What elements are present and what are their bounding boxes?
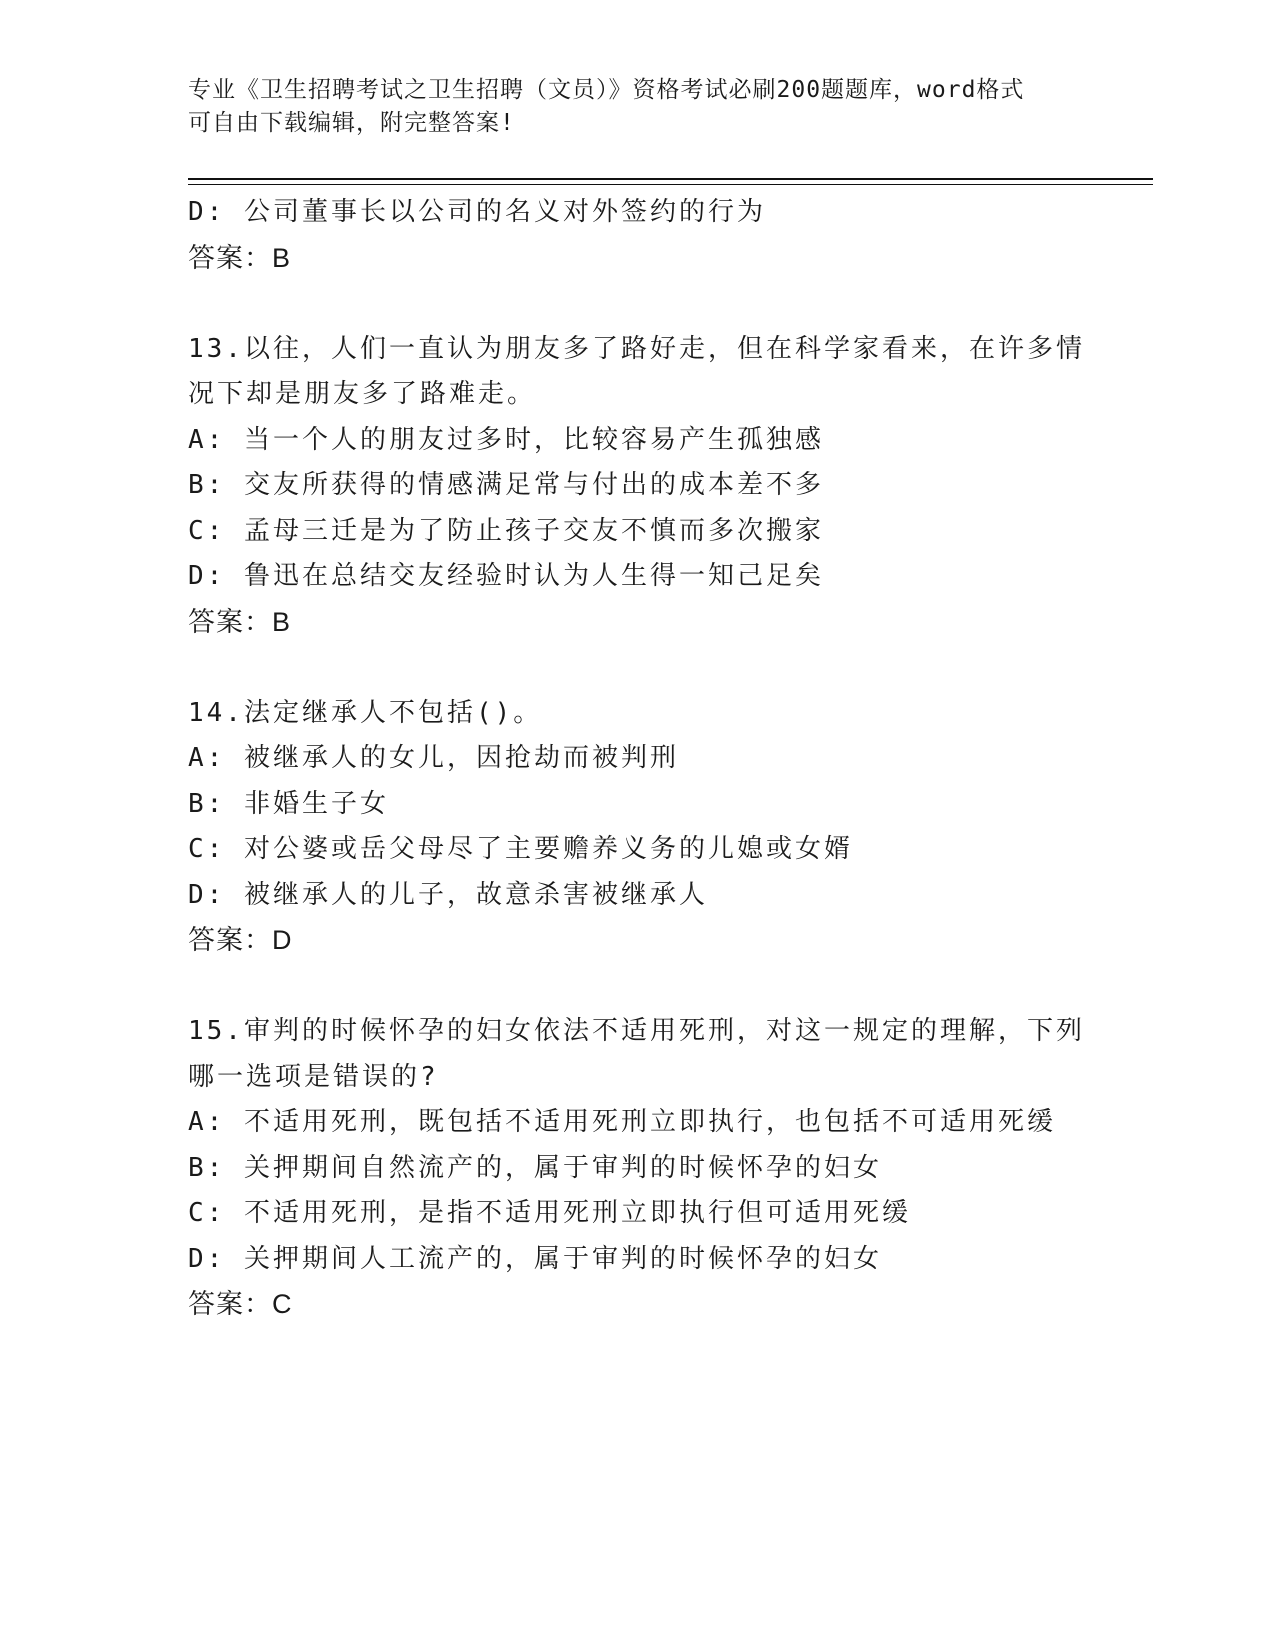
spacer: [188, 281, 1088, 327]
question-15: [188, 1009, 1088, 1328]
previous-question-tail: [188, 190, 1088, 281]
spacer: [188, 645, 1088, 691]
option-a: A: 被继承人的女儿，因抢劫而被判刑: [188, 743, 679, 773]
option-c: C: 不适用死刑，是指不适用死刑立即执行但可适用死缓: [188, 1198, 911, 1228]
header-rule-thick: [188, 178, 1153, 180]
answer-line: 答案：C: [188, 1289, 293, 1319]
question-14: [188, 691, 1088, 964]
option-d: D: 鲁迅在总结交友经验时认为人生得一知己足矣: [188, 561, 824, 591]
document-header: [188, 74, 1088, 140]
option-b: B: 非婚生子女: [188, 788, 389, 819]
option-c: C: 对公婆或岳父母尽了主要赡养义务的儿媳或女婿: [188, 834, 853, 864]
answer-line: 答案：D: [188, 925, 293, 955]
question-stem-continued: 哪一选项是错误的?: [188, 1061, 439, 1092]
question-13: [188, 327, 1088, 646]
option-b: B: 交友所获得的情感满足常与付出的成本差不多: [188, 470, 824, 500]
option-b: B: 关押期间自然流产的，属于审判的时候怀孕的妇女: [188, 1152, 882, 1183]
option-d: D: 被继承人的儿子，故意杀害被继承人: [188, 879, 708, 910]
header-line-2: 可自由下载编辑，附完整答案!: [188, 110, 515, 136]
option-a: A: 不适用死刑，既包括不适用死刑立即执行，也包括不可适用死缓: [188, 1107, 1056, 1137]
answer-line: 答案：B: [188, 606, 292, 637]
header-rule-thin: [188, 184, 1153, 185]
header-line-1: 专业《卫生招聘考试之卫生招聘（文员）》资格考试必刷200题题库，word格式: [188, 77, 1025, 103]
option-c: C: 孟母三迁是为了防止孩子交友不慎而多次搬家: [188, 515, 824, 546]
question-stem: 14.法定继承人不包括()。: [188, 697, 543, 728]
option-a: A: 当一个人的朋友过多时，比较容易产生孤独感: [188, 424, 824, 455]
question-stem: 15.审判的时候怀孕的妇女依法不适用死刑，对这一规定的理解，下列: [188, 1016, 1085, 1046]
spacer: [188, 964, 1088, 1010]
question-stem: 13.以往，人们一直认为朋友多了路好走，但在科学家看来，在许多情: [188, 333, 1085, 364]
document-body: [188, 190, 1088, 1328]
option-d: D: 公司董事长以公司的名义对外签约的行为: [188, 197, 766, 227]
question-stem-continued: 况下却是朋友多了路难走。: [188, 379, 537, 409]
option-d: D: 关押期间人工流产的，属于审判的时候怀孕的妇女: [188, 1243, 882, 1274]
answer-line: 答案：B: [188, 242, 292, 273]
